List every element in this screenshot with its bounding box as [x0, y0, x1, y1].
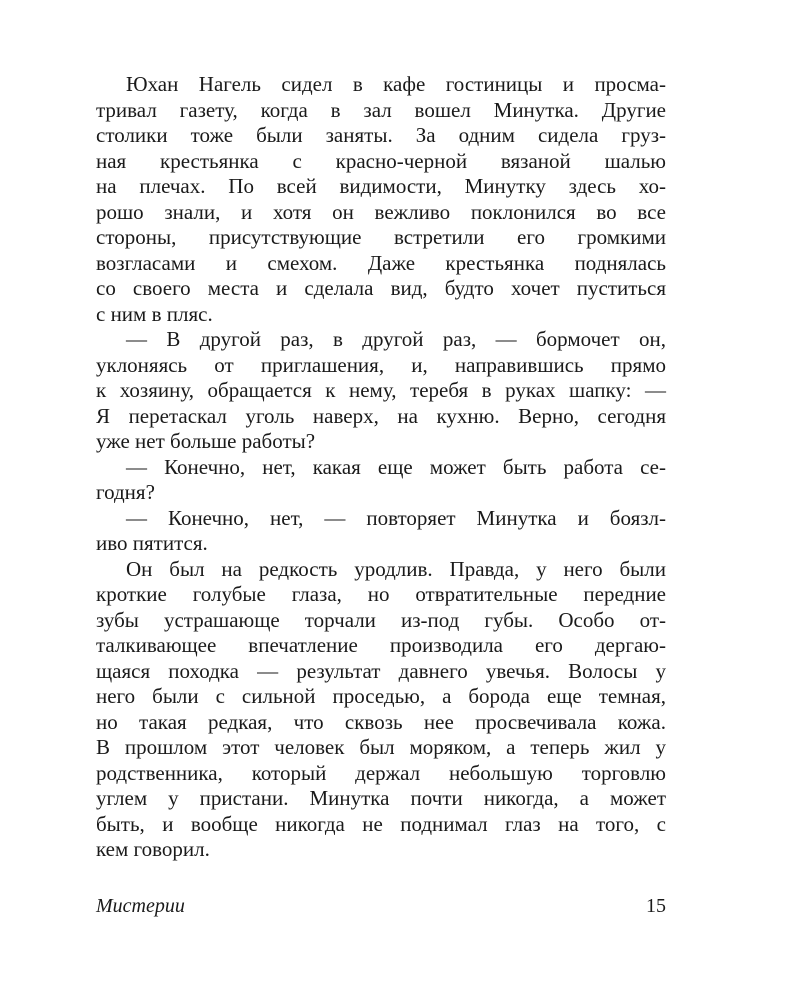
text-line: но такая редкая, что сквозь нее просвечивала кожа. [96, 709, 666, 734]
page-body-text [96, 72, 666, 863]
text-line: с ним в пляс. [96, 301, 213, 326]
text-line: В прошлом этот человек был моряком, а теперь жил у [96, 735, 666, 759]
text-line: быть, и вообще никогда не поднимал глаз на того, с [96, 811, 666, 836]
text-line: — Конечно, нет, — повторяет Минутка и боязл- [126, 505, 666, 530]
text-line: зубы устрашающе торчали из-под губы. Особо от- [96, 607, 666, 632]
text-line: — В другой раз, в другой раз, — бормочет он, [126, 327, 666, 351]
text-line: щаяся походка — результат давнего увечья. Волосы у [96, 658, 666, 683]
text-line: годня? [96, 480, 155, 504]
text-line: родственника, который держал небольшую торговлю [96, 760, 666, 785]
text-line: ная крестьянка с красно-черной вязаной шалью [96, 148, 666, 173]
text-line: рошо знали, и хотя он вежливо поклонился во все [96, 199, 666, 224]
text-line: столики тоже были заняты. За одним сидела груз- [96, 123, 666, 147]
text-line: — Конечно, нет, какая еще может быть работа се- [126, 454, 666, 479]
text-line: уклоняясь от приглашения, и, направившись прямо [96, 352, 666, 377]
text-line: на плечах. По всей видимости, Минутку здесь хо- [96, 174, 666, 198]
text-line: к хозяину, обращается к нему, теребя в руках шапку: — [96, 378, 666, 402]
text-line: талкивающее впечатление производила его дергаю- [96, 633, 666, 657]
page-number: 15 [646, 895, 666, 917]
text-line: уже нет больше работы? [96, 429, 316, 453]
text-line: Юхан Нагель сидел в кафе гостиницы и просма- [126, 72, 666, 96]
text-line: стороны, присутствующие встретили его громкими [96, 225, 666, 249]
text-line: иво пятится. [96, 531, 208, 555]
text-line: возгласами и смехом. Даже крестьянка поднялась [96, 250, 666, 275]
text-line: кроткие голубые глаза, но отвратительные передние [96, 582, 666, 606]
page-footer [96, 893, 666, 919]
text-line: Он был на редкость уродлив. Правда, у него были [126, 556, 666, 581]
text-line: кем говорил. [96, 837, 210, 861]
text-line: Я перетаскал уголь наверх, на кухню. Верно, сегодня [96, 403, 666, 428]
running-title: Мистерии [96, 895, 185, 917]
text-line: него были с сильной проседью, а борода еще темная, [96, 684, 666, 708]
text-line: со своего места и сделала вид, будто хочет пуститься [96, 276, 666, 300]
text-line: тривал газету, когда в зал вошел Минутка. Другие [96, 97, 666, 122]
text-line: углем у пристани. Минутка почти никогда, а может [96, 786, 666, 810]
